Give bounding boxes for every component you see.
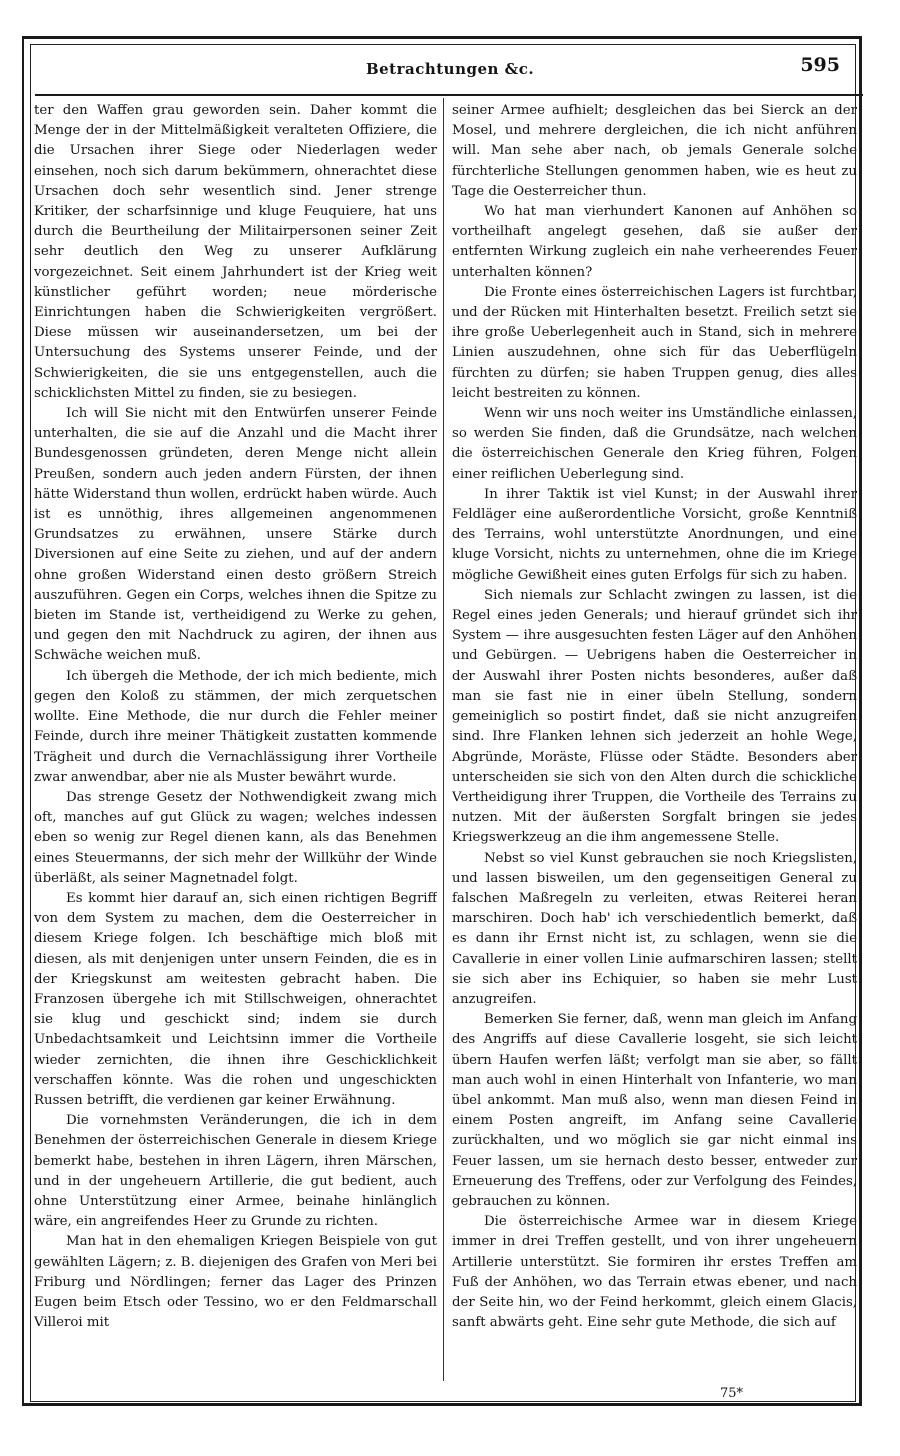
paragraph: ter den Waffen grau geworden sein. Daher kommt die Menge der in der Mittelmäßigkeit veralteten Offiziere, die die Ursachen ihrer Siege oder Niederlagen weder einsehen, noch sich darum bekümmern, ohnerachtet diese Ursachen doch sehr wesentlich sind. Jener strenge Kritiker, der scharfsinnige und kluge Feuquiere, hat uns durch die Beurtheilung der Militairpersonen seiner Zeit sehr deutlich den Weg zu unserer Aufklärung vorgezeichnet. Seit einem Jahrhundert ist der Krieg weit künstlicher geführt worden; neue mörderische Einrichtungen haben die Schwierigkeiten vergrößert. Diese müssen wir auseinandersetzen, um bei der Untersuchung des Systems unserer Feinde, und der Schwierigkeiten, die sie uns entgegenstellen, auch die schicklichsten Mittel zu finden, sie zu besiegen.: [34, 103, 437, 401]
paragraph: Ich will Sie nicht mit den Entwürfen unserer Feinde unterhalten, die sie auf die Anzahl und die Macht ihrer Bundesgenossen gründeten, deren Menge nicht allein Preußen, sondern auch jeden andern Fürsten, der ihnen hätte Widerstand thun wollen, erdrückt haben würde. Auch ist es unnöthig, ihres allgemeinen angenommenen Grundsatzes zu erwähnen, unsere Stärke durch Diversionen auf eine Seite zu ziehen, und auf der andern ohne großen Widerstand einen desto größern Streich auszuführen. Gegen ein Corps, welches ihnen die Spitze zu bieten im Stande ist, vertheidigend zu Werke zu gehen, und gegen den mit Nachdruck zu agiren, der ihnen aus Schwäche weichen muß.: [34, 406, 437, 664]
paragraph: Sich niemals zur Schlacht zwingen zu lassen, ist die Regel eines jeden Generals; und hierauf gründet sich ihr System — ihre ausgesuchten festen Läger auf den Anhöhen und Gebürgen. — Uebrigens haben die Oesterreicher in der Auswahl ihrer Posten nichts besonderes, außer daß man sie fast nie in einer übeln Stellung, sondern gemeiniglich so postirt findet, daß sie nicht anzugreifen sind. Ihre Flanken lehnen sich jederzeit an hohle Wege, Abgründe, Moräste, Flüsse oder Städte. Besonders aber unterscheiden sie sich von den Alten durch die schickliche Vertheidigung ihrer Truppen, die Vortheile des Terrains zu nutzen. Mit der äußersten Sorgfalt bringen sie jedes Kriegswerkzeug an die ihm angemessene Stelle.: [452, 587, 857, 846]
paragraph: In ihrer Taktik ist viel Kunst; in der Auswahl ihrer Feldläger eine außerordentliche Vorsicht, große Kenntniß des Terrains, wohl unterstützte Anordnungen, und eine kluge Vorsicht, nichts zu unternehmen, ohne die im Kriege mögliche Gewißheit eines guten Erfolgs für sich zu haben.: [452, 486, 857, 583]
paragraph: Man hat in den ehemaligen Kriegen Beispiele von gut gewählten Lägern; z. B. diejenigen des Grafen von Meri bei Friburg und Nördlingen; ferner das Lager des Prinzen Eugen beim Etsch oder Tessino, wo er den Feldmarschall Villeroi mit: [34, 1234, 437, 1331]
paragraph: Wenn wir uns noch weiter ins Umständliche einlassen, so werden Sie finden, daß die Grundsätze, nach welchen die österreichischen Generale den Krieg führen, Folgen einer reiflichen Ueberlegung sind.: [452, 406, 857, 482]
page-number: 595: [800, 54, 840, 76]
header-rule: [35, 94, 863, 96]
paragraph: Wo hat man vierhundert Kanonen auf Anhöhen so vortheilhaft angelegt gesehen, daß sie außer der entfernten Wirkung zugleich ein nahe verheerendes Feuer unterhalten können?: [452, 204, 857, 280]
paragraph: Das strenge Gesetz der Nothwendigkeit zwang mich oft, manches auf gut Glück zu wagen; welches indessen eben so wenig zur Regel dienen kann, als das Benehmen eines Steuermanns, der sich mehr der Willkühr der Winde überläßt, als seiner Magnetnadel folgt.: [34, 789, 437, 886]
paragraph: Bemerken Sie ferner, daß, wenn man gleich im Anfang des Angriffs auf diese Cavallerie losgeht, sie sich leicht übern Haufen werfen läßt; verfolgt man sie aber, so fällt man auch wohl in einen Hinterhalt von Infanterie, wo man übel ankommt. Man muß also, wenn man diesen Feind in einem Posten angreift, im Anfang seine Cavallerie zurückhalten, und wo möglich sie gar nicht einmal ins Feuer lassen, um sie hernach desto besser, entweder zur Erneuerung des Treffens, oder zur Verfolgung des Feindes, gebrauchen zu können.: [452, 1012, 857, 1209]
paragraph: Die vornehmsten Veränderungen, die ich in dem Benehmen der österreichischen Generale in diesem Kriege bemerkt habe, bestehen in ihren Lägern, ihren Märschen, und in der ungeheuern Artillerie, die gut bedient, auch ohne Unterstützung einer Armee, beinahe hinlänglich wäre, ein angreifendes Heer zu Grunde zu richten.: [34, 1113, 437, 1230]
signature-mark: 75*: [720, 1386, 744, 1401]
paragraph: seiner Armee aufhielt; desgleichen das bei Sierck an der Mosel, und mehrere dergleichen, die ich nicht anführen will. Man sehe aber nach, ob jemals Generale solche fürchterliche Stellungen genommen haben, wie es heut zu Tage die Oesterreicher thun.: [452, 103, 857, 199]
text-column-left: [34, 101, 437, 1381]
column-divider: [443, 98, 444, 1381]
paragraph: Die österreichische Armee war in diesem Kriege immer in drei Treffen gestellt, und von ihrer ungeheuern Artillerie unterstützt. Sie formiren ihr erstes Treffen am Fuß der Anhöhen, wo das Terrain etwas ebener, und nach der Seite hin, wo der Feind herkommt, gleich einem Glacis, sanft abwärts geht. Eine sehr gute Methode, die sich auf: [452, 1214, 857, 1331]
running-title: Betrachtungen &c.: [365, 60, 535, 78]
paragraph: Nebst so viel Kunst gebrauchen sie noch Kriegslisten, und lassen bisweilen, um den gegenseitigen General zu falschen Maßregeln zu verleiten, etwas Reiterei heran marschiren. Doch hab' ich verschiedentlich bemerkt, daß es dann ihr Ernst nicht ist, zu schlagen, wenn sie die Cavallerie in einer vollen Linie aufmarschiren lassen; stellt sie sich aber ins Echiquier, so haben sie mehr Lust anzugreifen.: [452, 850, 857, 1007]
paragraph: Ich übergeh die Methode, der ich mich bediente, mich gegen den Koloß zu stämmen, der mich zerquetschen wollte. Eine Methode, die nur durch die Fehler meiner Feinde, durch ihre meiner Thätigkeit zustatten kommende Trägheit und durch die Vernachlässigung ihrer Vortheile zwar anwendbar, aber nie als Muster bewährt wurde.: [34, 668, 437, 785]
text-column-right: [452, 101, 857, 1381]
paragraph: Die Fronte eines österreichischen Lagers ist furchtbar, und der Rücken mit Hinterhalten besetzt. Freilich setzt sie ihre große Ueberlegenheit auch in Stand, sich in mehrere Linien auszudehnen, ohne sich für das Ueberflügeln fürchten zu dürfen; sie haben Truppen genug, dies alles leicht bestreiten zu können.: [452, 284, 857, 401]
paragraph: Es kommt hier darauf an, sich einen richtigen Begriff von dem System zu machen, dem die Oesterreicher in diesem Kriege folgen. Ich beschäftige mich bloß mit diesen, als mit denjenigen unter unsern Feinden, die es in der Kriegskunst am weitesten gebracht haben. Die Franzosen übergehe ich mit Stillschweigen, ohnerachtet sie klug und geschickt sind; indem sie durch Unbedachtsamkeit und Leichtsinn immer die Vortheile wieder zernichten, die ihnen ihre Geschicklichkeit verschaffen könnte. Was die rohen und ungeschickten Russen betrifft, die verdienen gar keiner Erwähnung.: [34, 890, 437, 1108]
